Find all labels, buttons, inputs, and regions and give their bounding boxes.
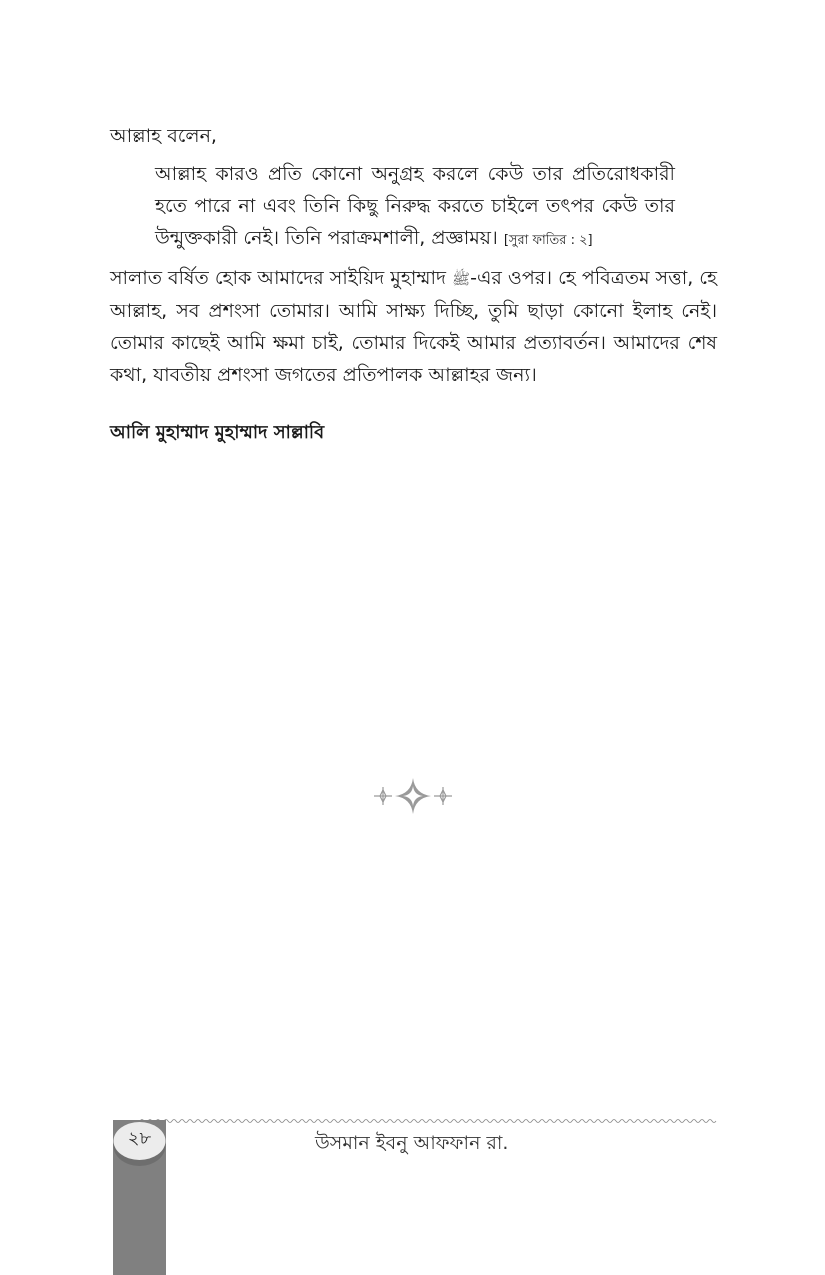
footer-wavy-rule <box>140 1118 718 1124</box>
author-signature: আলি মুহাম্মাদ মুহাম্মাদ সাল্লাবি <box>110 422 325 443</box>
quote-text: আল্লাহ কারও প্রতি কোনো অনুগ্রহ করলে কেউ তার প্রতিরোধকারী হতে পারে না এবং তিনি কিছু নিরুদ্ধ করতে চাইলে তৎপর কেউ তার উন্মুক্তকারী নেই। তিনি পরাক্রমশালী, প্রজ্ঞাময়। <box>155 163 675 249</box>
paragraph-text-end: -এর ওপর। হে পবিত্রতম সত্তা, হে আল্লাহ, সব প্রশংসা তোমার। আমি সাক্ষ্য দিচ্ছি, তুমি ছাড়া কোনো ইলাহ নেই। তোমার কাছেই আমি ক্ষমা চাই, তোমার দিকেই আমার প্রত্যাবর্তন। আমাদের শেষ কথা, যাবতীয় প্রশংসা জগতের প্রতিপালক আল্লাহর জন্য। <box>110 267 717 386</box>
intro-line: আল্লাহ বলেন, <box>110 125 217 147</box>
quote-reference: [সুরা ফাতির : ২] <box>503 233 593 248</box>
quran-quote <box>155 158 675 257</box>
page-number: ২৮ <box>127 1128 152 1149</box>
salawat-symbol: ﷺ <box>451 270 471 288</box>
paragraph-text-start: সালাত বর্ষিত হোক আমাদের সাইয়িদ মুহাম্মাদ <box>110 267 452 289</box>
star-ornament-icon <box>368 774 458 818</box>
closing-paragraph <box>110 262 717 391</box>
running-title: উসমান ইবনু আফফান রা. <box>315 1132 509 1154</box>
